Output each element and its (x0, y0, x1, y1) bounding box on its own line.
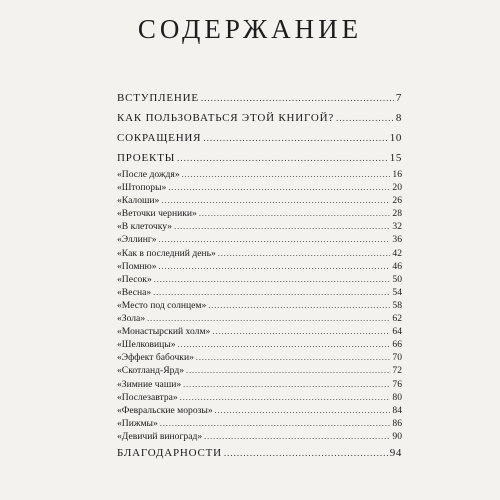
toc-entry-label: «Зола» (117, 313, 146, 325)
toc-entry-label: «Эллинг» (117, 234, 157, 246)
toc-entry-label: КАК ПОЛЬЗОВАТЬСЯ ЭТОЙ КНИГОЙ? (117, 112, 335, 124)
toc-entry-label: «Шелковицы» (117, 339, 176, 351)
dot-leader (160, 417, 391, 430)
toc-project-entry (117, 207, 402, 220)
toc-section-entry (117, 108, 402, 128)
toc-page-number: 54 (392, 286, 402, 298)
toc-page-number: 16 (392, 169, 402, 180)
toc-page-number: 86 (392, 417, 402, 429)
toc-entry-label: СОКРАЩЕНИЯ (117, 132, 202, 144)
dot-leader (183, 378, 390, 391)
toc-page-number: 94 (389, 446, 402, 459)
toc-page-number: 62 (392, 313, 402, 325)
toc-project-entry (117, 247, 402, 260)
dot-leader (154, 273, 391, 286)
toc-page-number: 90 (392, 430, 402, 442)
toc-entry-label: «Послезавтра» (117, 391, 178, 403)
toc-entry-label: «В клеточку» (117, 221, 173, 233)
toc-page-number: 50 (392, 273, 402, 285)
toc-project-entry (117, 233, 402, 246)
toc-project-entry (117, 312, 402, 325)
toc-entry-label: БЛАГОДАРНОСТИ (117, 446, 222, 459)
toc-project-entry (117, 273, 402, 286)
toc-project-entry (117, 168, 402, 181)
toc-page-number: 26 (392, 195, 402, 207)
toc-page-number: 76 (392, 378, 402, 390)
toc-page-number: 46 (392, 260, 402, 272)
toc-entry-label: «Песок» (117, 273, 152, 285)
toc-entry-label: «Зимние чаши» (117, 378, 182, 390)
toc-project-entry (117, 299, 402, 312)
dot-leader (159, 233, 391, 246)
toc-entry-label: «Калоши» (117, 195, 160, 207)
toc-entry-label: «Скотланд-Ярд» (117, 365, 184, 377)
dot-leader (174, 220, 390, 233)
toc-entry-label: «Как в последний день» (117, 247, 216, 259)
toc-project-entry (117, 325, 402, 338)
toc-page-number: 28 (392, 208, 402, 220)
toc-section-entry (117, 88, 402, 108)
toc-project-entry (117, 430, 402, 443)
toc-section-entry (117, 443, 402, 463)
toc-section-entry (117, 128, 402, 148)
dot-leader (204, 430, 390, 443)
dot-leader (201, 88, 394, 108)
dot-leader (215, 404, 391, 417)
toc-page-number: 10 (389, 132, 402, 144)
toc-page-number: 15 (389, 152, 402, 164)
toc-entry-label: «Девичий виноград» (117, 430, 203, 442)
toc-project-entry (117, 260, 402, 273)
toc-entry-label: «Место под солнцем» (117, 299, 207, 311)
dot-leader (336, 108, 394, 128)
toc-project-entry (117, 220, 402, 233)
dot-leader (199, 207, 391, 220)
dot-leader (186, 364, 390, 377)
toc-entry-label: «Монастырский холм» (117, 326, 211, 338)
toc-entry-label: «Весна» (117, 286, 152, 298)
toc-page-number: 36 (392, 234, 402, 246)
dot-leader (161, 194, 390, 207)
toc-entry-label: ПРОЕКТЫ (117, 152, 176, 164)
toc-page-number: 84 (392, 404, 402, 416)
toc-page-number: 58 (392, 299, 402, 311)
dot-leader (177, 148, 388, 168)
toc-project-entry (117, 286, 402, 299)
toc-page-number: 72 (392, 365, 402, 377)
dot-leader (203, 128, 387, 148)
toc-page-number: 66 (392, 339, 402, 351)
toc-project-entry (117, 417, 402, 430)
dot-leader (159, 260, 391, 273)
toc-entry-label: «Пижмы» (117, 417, 158, 429)
toc-page-number: 70 (392, 352, 402, 364)
dot-leader (212, 325, 390, 338)
dot-leader (147, 312, 390, 325)
toc-entry-label: «После дождя» (117, 169, 180, 180)
toc-project-entry (117, 338, 402, 351)
toc-project-entry (117, 181, 402, 194)
toc-entry-label: «Штопоры» (117, 182, 167, 194)
toc-page-number: 32 (392, 221, 402, 233)
dot-leader (153, 286, 390, 299)
toc-project-entry (117, 194, 402, 207)
page-title: СОДЕРЖАНИЕ (137, 14, 363, 44)
toc-section-entry (117, 148, 402, 168)
toc-page-number: 7 (395, 92, 402, 104)
dot-leader (224, 443, 388, 463)
toc-entry-label: «Помню» (117, 260, 157, 272)
toc-page-number: 20 (392, 182, 402, 194)
toc-page-number: 80 (392, 391, 402, 403)
dot-leader (168, 181, 390, 194)
toc-project-entry (117, 351, 402, 364)
toc-page-number: 8 (395, 112, 402, 124)
toc-page-number: 42 (392, 247, 402, 259)
dot-leader (218, 247, 391, 260)
toc-project-entry (117, 364, 402, 377)
table-of-contents (117, 88, 402, 463)
dot-leader (178, 338, 391, 351)
dot-leader (208, 299, 390, 312)
dot-leader (182, 168, 391, 181)
toc-page-number: 64 (392, 326, 402, 338)
toc-project-entry (117, 378, 402, 391)
toc-entry-label: ВСТУПЛЕНИЕ (117, 92, 199, 104)
dot-leader (196, 351, 391, 364)
dot-leader (180, 391, 391, 404)
toc-project-entry (117, 404, 402, 417)
toc-entry-label: «Февральские морозы» (117, 404, 213, 416)
toc-entry-label: «Эффект бабочки» (117, 352, 194, 364)
toc-entry-label: «Веточки черники» (117, 208, 197, 220)
toc-project-entry (117, 391, 402, 404)
